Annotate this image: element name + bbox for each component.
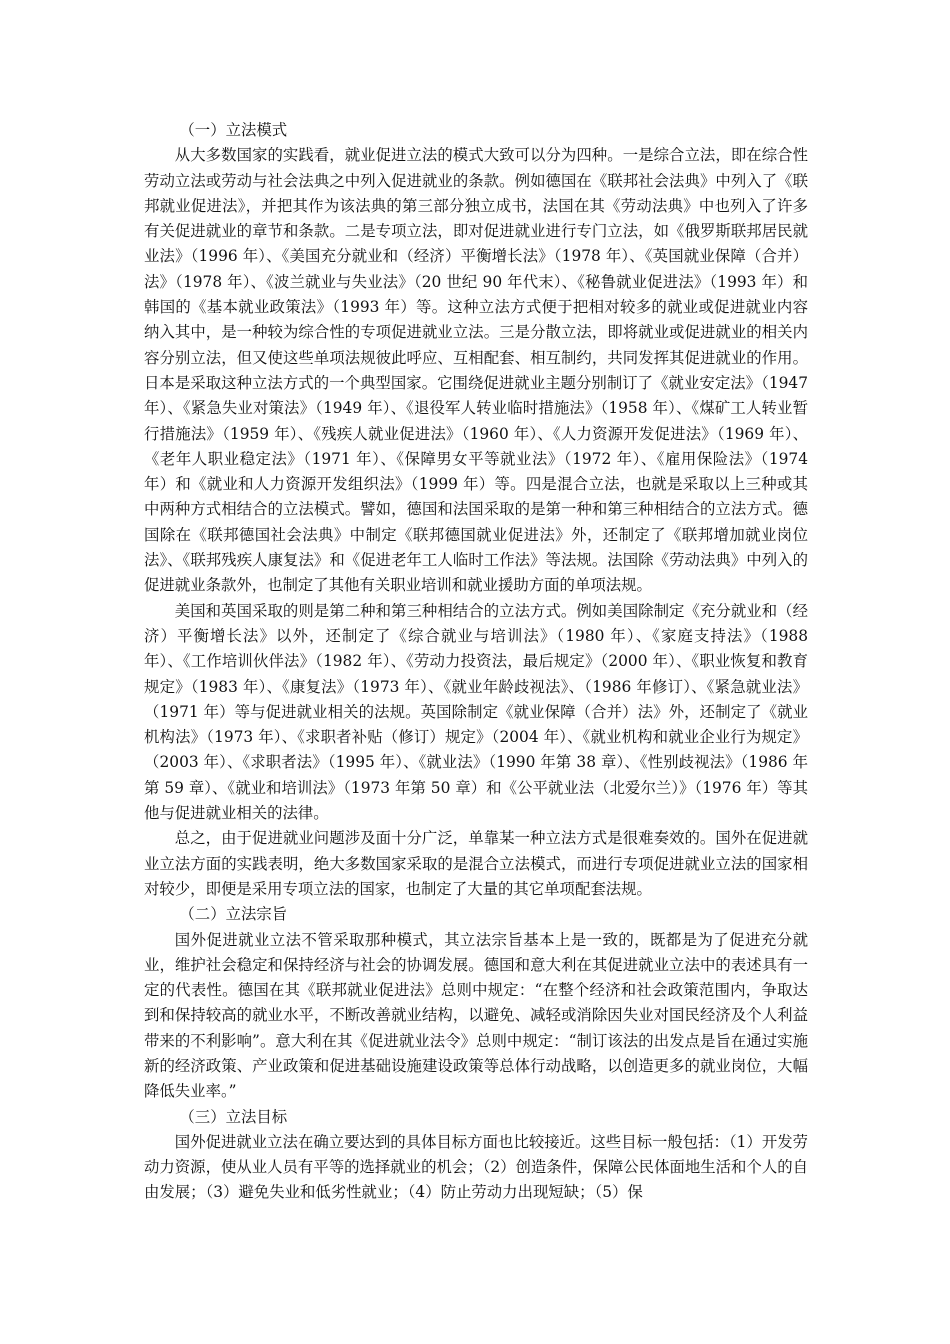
section-heading-legislative-goals: （三）立法目标 — [179, 1107, 288, 1126]
paragraph-summary: 总之，由于促进就业问题涉及面十分广泛，单靠某一种立法方式是很难奏效的。国外在促进就业立法方面的实践表明，绝大多数国家采取的是混合立法模式，而进行专项促进就业立法的国家相对较少，即便是采用专项立法的国家，也制定了大量的其它单项配套法规。 — [144, 829, 808, 898]
document-body — [144, 118, 808, 1206]
paragraph-four-models: 从大多数国家的实践看，就业促进立法的模式大致可以分为四种。一是综合立法，即在综合性劳动立法或劳动与社会法典之中列入促进就业的条款。例如德国在《联邦社会法典》中列入了《联邦就业促进法》，并把其作为该法典的第三部分独立成书，法国在其《劳动法典》中也列入了许多有关促进就业的章节和条款。二是专项立法，即对促进就业进行专门立法，如《俄罗斯联邦居民就业法》（1996 年）、《美国充分就业和（经济）平衡增长法》（1978 年）、《英国就业保障（合并）法》（1978 年）、《波兰就业与失业法》（20 世纪 90 年代末）、《秘鲁就业促进法》（1993 年）和韩国的《基本就业政策法》（1993 年）等。这种立法方式便于把相对较多的就业或促进就业内容纳入其中，是一种较为综合性的专项促进就业立法。三是分散立法，即将就业或促进就业的相关内容分别立法，但又使这些单项法规彼此呼应、互相配套、相互制约，共同发挥其促进就业的作用。日本是采取这种立法方式的一个典型国家。它围绕促进就业主题分别制订了《就业安定法》（1947 年）、《紧急失业对策法》（1949 年）、《退役军人转业临时措施法》（1958 年）、《煤矿工人转业暂行措施法》（1959 年）、《残疾人就业促进法》（1960 年）、《人力资源开发促进法》（1969 年）、《老年人职业稳定法》（1971 年）、《保障男女平等就业法》（1972 年）、《雇用保险法》（1974 年）和《就业和人力资源开发组织法》（1999 年）等。四是混合立法，也就是采取以上三种或其中两种方式相结合的立法模式。譬如，德国和法国采取的是第一种和第三种相结合的立法方式。德国除在《联邦德国社会法典》中制定《联邦德国就业促进法》外，还制定了《联邦增加就业岗位法》、《联邦残疾人康复法》和《促进老年工人临时工作法》等法规。法国除《劳动法典》中列入的促进就业条款外，也制定了其他有关职业培训和就业援助方面的单项法规。 — [144, 146, 808, 595]
section-heading-legislative-purpose: （二）立法宗旨 — [179, 905, 288, 924]
section-heading-legislative-mode: （一）立法模式 — [179, 121, 288, 139]
paragraph-us-uk-approach: 美国和英国采取的则是第二种和第三种相结合的立法方式。例如美国除制定《充分就业和（经济）平衡增长法》以外，还制定了《综合就业与培训法》（1980 年）、《家庭支持法》（1988 年）、《工作培训伙伴法》（1982 年）、《劳动力投资法，最后规定》（2000 年）、《职业恢复和教育规定》（1983 年）、《康复法》（1973 年）、《就业年龄歧视法》、（1986 年修订）、《紧急就业法》（1971 年）等与促进就业相关的法规。英国除制定《就业保障（合并）法》外，还制定了《就业机构法》（1973 年）、《求职者补贴（修订）规定》（2004 年）、《就业机构和就业企业行为规定》（2003 年）、《求职者法》（1995 年）、《就业法》（1990 年第 38 章）、《性别歧视法》（1986 年第 59 章）、《就业和培训法》（1973 年第 50 章）和《公平就业法（北爱尔兰）》（1976 年）等其他与促进就业相关的法律。 — [144, 601, 808, 823]
paragraph-purpose: 国外促进就业立法不管采取那种模式，其立法宗旨基本上是一致的，既都是为了促进充分就业，维护社会稳定和保持经济与社会的协调发展。德国和意大利在其促进就业立法中的表述具有一定的代表性。德国在其《联邦就业促进法》总则中规定：“在整个经济和社会政策范围内，争取达到和保持较高的就业水平，不断改善就业结构，以避免、减轻或消除因失业对国民经济及个人利益带来的不利影响”。意大利在其《促进就业法令》总则中规定：“制订该法的出发点是旨在通过实施新的经济政策、产业政策和促进基础设施建设政策等总体行动战略，以创造更多的就业岗位，大幅降低失业率。” — [144, 930, 808, 1101]
paragraph-goals: 国外促进就业立法在确立要达到的具体目标方面也比较接近。这些目标一般包括：（1）开发劳动力资源，使从业人员有平等的选择就业的机会；（2）创造条件，保障公民体面地生活和个人的自由发展；（3）避免失业和低劣性就业；（4）防止劳动力出现短缺；（5）保 — [144, 1132, 808, 1202]
